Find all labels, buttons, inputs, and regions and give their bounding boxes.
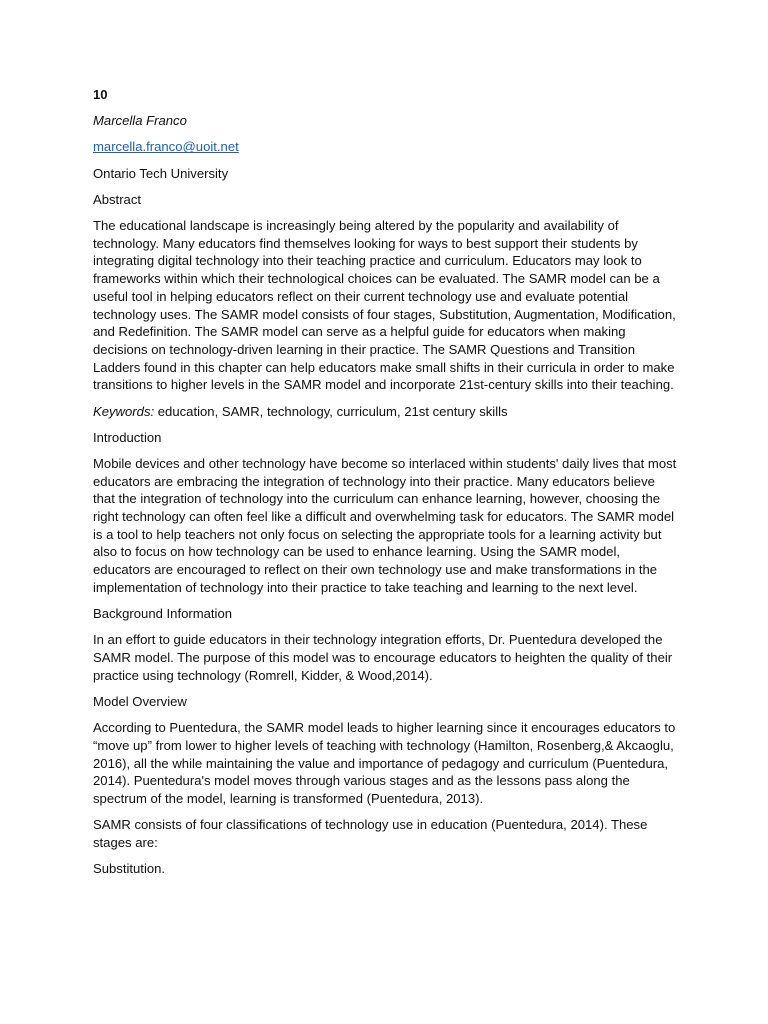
stages-intro: SAMR consists of four classifications of technology use in education (Puentedura, 2014). These stages are:: [93, 817, 648, 850]
author-affiliation: Ontario Tech University: [93, 165, 229, 181]
author-email-line: [93, 138, 678, 156]
keywords-text: education, SAMR, technology, curriculum, 21st century skills: [154, 403, 508, 419]
chapter-number: 10: [93, 87, 108, 102]
keywords-line: [93, 403, 678, 421]
model-overview-heading: Model Overview: [93, 693, 187, 709]
first-stage-heading: Substitution.: [93, 861, 166, 877]
abstract-body: The educational landscape is increasingly being altered by the popularity and availability of technology. Many educators find themselves looking for ways to best support their students by integrating digital technology into their teaching practice and curriculum. Educators may look to frameworks within which their technological choices can be evaluated. The SAMR model can be a useful tool in helping educators reflect on their current technology use and evaluate potential technology uses. The SAMR model consists of four stages, Substitution, Augmentation, Modification, and Redefinition. The SAMR model can serve as a helpful guide for educators when making decisions on technology-driven learning in their practice. The SAMR Questions and Transition Ladders found in this chapter can help educators make small shifts in their curricula in order to make transitions to higher levels in the SAMR model and incorporate 21st-century skills into their teaching.: [93, 218, 676, 393]
author-name: Marcella Franco: [93, 113, 187, 129]
background-heading: Background Information: [93, 606, 233, 622]
keywords-label: Keywords:: [93, 403, 155, 419]
abstract-heading: Abstract: [93, 191, 142, 207]
introduction-heading: Introduction: [93, 429, 162, 445]
background-body: In an effort to guide educators in their technology integration efforts, Dr. Puentedura developed the SAMR model. The purpose of this model was to encourage educators to heighten the quality of their practice using technology (Romrell, Kidder, & Wood,2014).: [93, 632, 673, 683]
model-overview-body: According to Puentedura, the SAMR model leads to higher learning since it encourages educators to “move up” from lower to higher levels of teaching with technology (Hamilton, Rosenberg,& Akcaoglu, 2016), all the while maintaining the value and importance of pedagogy and curriculum (Puentedura, 2014). Puentedura's model moves through various stages and as the lessons pass along the spectrum of the model, learning is transformed (Puentedura, 2013).: [93, 720, 676, 806]
author-email-link[interactable]: marcella.franco@uoit.net: [93, 139, 239, 155]
introduction-body: Mobile devices and other technology have become so interlaced within students' daily lives that most educators are embracing the integration of technology into their practice. Many educators believe that the integration of technology into the curriculum can enhance learning, however, choosing the right technology can often feel like a difficult and overwhelming task for educators. The SAMR model is a tool to help teachers not only focus on selecting the appropriate tools for a learning activity but also to focus on how technology can be used to enhance learning. Using the SAMR model, educators are encouraged to reflect on their own technology use and make transformations in the implementation of technology into their practice to take teaching and learning to the next level.: [93, 455, 677, 595]
